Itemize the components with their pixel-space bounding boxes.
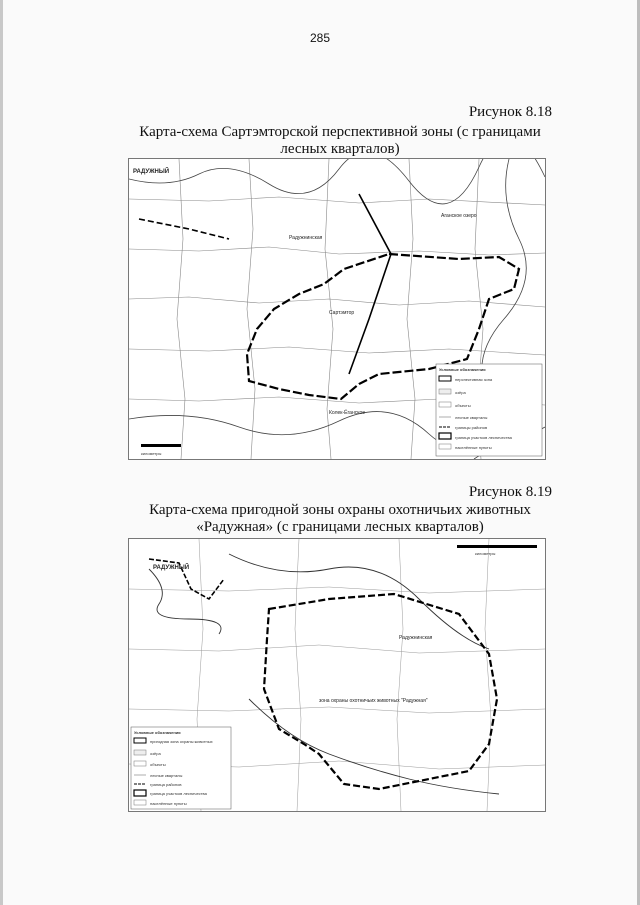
map-2-label-raduzhny: РАДУЖНЫЙ <box>153 565 190 571</box>
map-2-scale-label: километры <box>475 551 496 556</box>
map-1-legend-item: перспективная зона <box>455 377 493 382</box>
map-1-legend-item: населённые пункты <box>455 445 492 450</box>
scan-edge-left <box>0 0 3 905</box>
map-1-legend-title: Условные обозначения <box>439 367 486 372</box>
figure-1-title-line-1: Карта-схема Сартэмторской перспективной зоны (с границами <box>139 124 541 140</box>
map-2-scale-bar <box>457 545 537 556</box>
map-2-legend-item: озёра <box>150 751 161 756</box>
map-2-label-zone: зона охраны охотничьих животных "Радужная" <box>319 698 428 704</box>
map-1-label-lake: Аганское озеро <box>441 213 477 219</box>
map-1-label-sartemtor: Сартэмтор <box>329 310 355 316</box>
map-1-label-raduzhninskaya: Радужнинская <box>289 235 323 241</box>
map-1-legend-item: объекты <box>455 403 471 408</box>
map-2-legend-item: лесные кварталы <box>150 773 183 778</box>
district-boundary <box>349 194 391 374</box>
map-2-legend-item: пригодная зона охраны животных <box>150 739 213 744</box>
map-2-legend-title: Условные обозначения <box>134 730 181 735</box>
figure-1-title-line-2: лесных кварталов) <box>280 141 400 157</box>
figure-2-title-line-1: Карта-схема пригодной зоны охраны охотничьих животных <box>149 502 531 518</box>
map-2-legend-item: граница районов <box>150 782 182 787</box>
figure-1-label: Рисунок 8.18 <box>468 104 552 120</box>
figure-1-title <box>120 124 560 158</box>
map-2-label-raduzhninskaya: Радужнинская <box>399 635 433 641</box>
page-number: 285 <box>309 31 331 45</box>
district-boundary-west <box>139 219 229 239</box>
map-1-legend-item: границы районов <box>455 425 488 430</box>
figure-2-map <box>128 538 546 812</box>
map-1-legend <box>436 364 542 456</box>
map-1-legend-item: граница участков лесничества <box>455 435 512 440</box>
figure-2-title-line-2: «Радужная» (с границами лесных кварталов) <box>196 519 484 535</box>
map-1-legend-item: озёра <box>455 390 466 395</box>
map-1-scale-label: километры <box>141 451 162 456</box>
figure-2-title <box>120 502 560 536</box>
map-1-label-raduzhny: РАДУЖНЫЙ <box>133 169 170 175</box>
map-2-legend-item: объекты <box>150 762 166 767</box>
figure-1-map <box>128 158 546 460</box>
map-1-scale-bar <box>141 444 181 456</box>
map-2-legend-item: граница участков лесничества <box>150 791 207 796</box>
map-2-legend <box>131 727 231 809</box>
figure-2-label: Рисунок 8.19 <box>468 484 552 500</box>
map-1-legend-item: лесные кварталы <box>455 415 488 420</box>
map-2-legend-item: населённые пункты <box>150 801 187 806</box>
map-1-label-kolek-yogan: Колек-Ёганское <box>329 410 366 416</box>
